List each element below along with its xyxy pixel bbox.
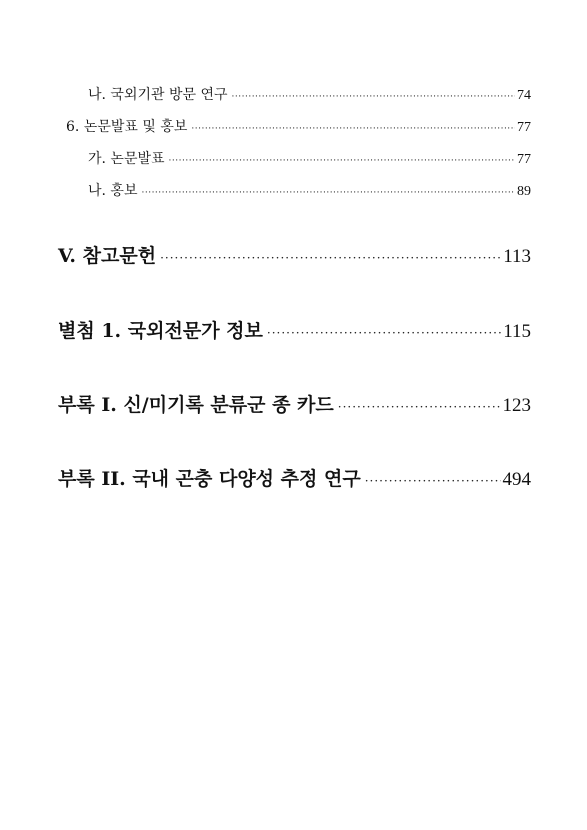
dot-leader [232, 92, 515, 102]
toc-entry-overseas-institution-visit[interactable] [88, 84, 531, 104]
dot-leader [267, 326, 501, 340]
toc-entry-publication-and-promotion[interactable] [66, 116, 531, 136]
toc-entry-label: 나. 홍보 [88, 183, 138, 199]
toc-entry-page: 74 [517, 88, 531, 103]
toc-entry-page: 89 [517, 184, 531, 199]
toc-entry-page: 123 [502, 395, 531, 416]
toc-entry-paper-publication[interactable] [88, 148, 531, 168]
toc-entry-label: 6. 논문발표 및 홍보 [66, 119, 188, 135]
toc-entry-label: 가. 논문발표 [88, 151, 165, 167]
dot-leader [141, 188, 515, 198]
toc-entry-label: V. 참고문헌 [58, 245, 157, 267]
dot-leader [169, 156, 515, 166]
toc-entry-label: 나. 국외기관 방문 연구 [88, 87, 228, 103]
dot-leader [160, 251, 501, 265]
toc-entry-label: 부록 I. 신/미기록 분류군 종 카드 [58, 394, 334, 416]
dot-leader [338, 400, 501, 414]
toc-entry-label: 별첨 1. 국외전문가 정보 [58, 320, 263, 342]
toc-entry-appendix-insect-diversity[interactable] [58, 464, 531, 490]
toc-entry-page: 77 [517, 152, 531, 167]
toc-entry-promotion[interactable] [88, 180, 531, 200]
toc-entry-references[interactable] [58, 241, 531, 267]
toc-entry-attachment-foreign-experts[interactable] [58, 316, 531, 342]
dot-leader [365, 474, 501, 488]
toc-entry-page: 115 [503, 321, 531, 342]
dot-leader [191, 124, 515, 134]
toc-entry-label: 부록 II. 국내 곤충 다양성 추정 연구 [58, 468, 361, 490]
toc-entry-page: 77 [517, 120, 531, 135]
toc-entry-page: 494 [502, 469, 531, 490]
toc-entry-page: 113 [503, 246, 531, 267]
toc-entry-appendix-species-cards[interactable] [58, 390, 531, 416]
